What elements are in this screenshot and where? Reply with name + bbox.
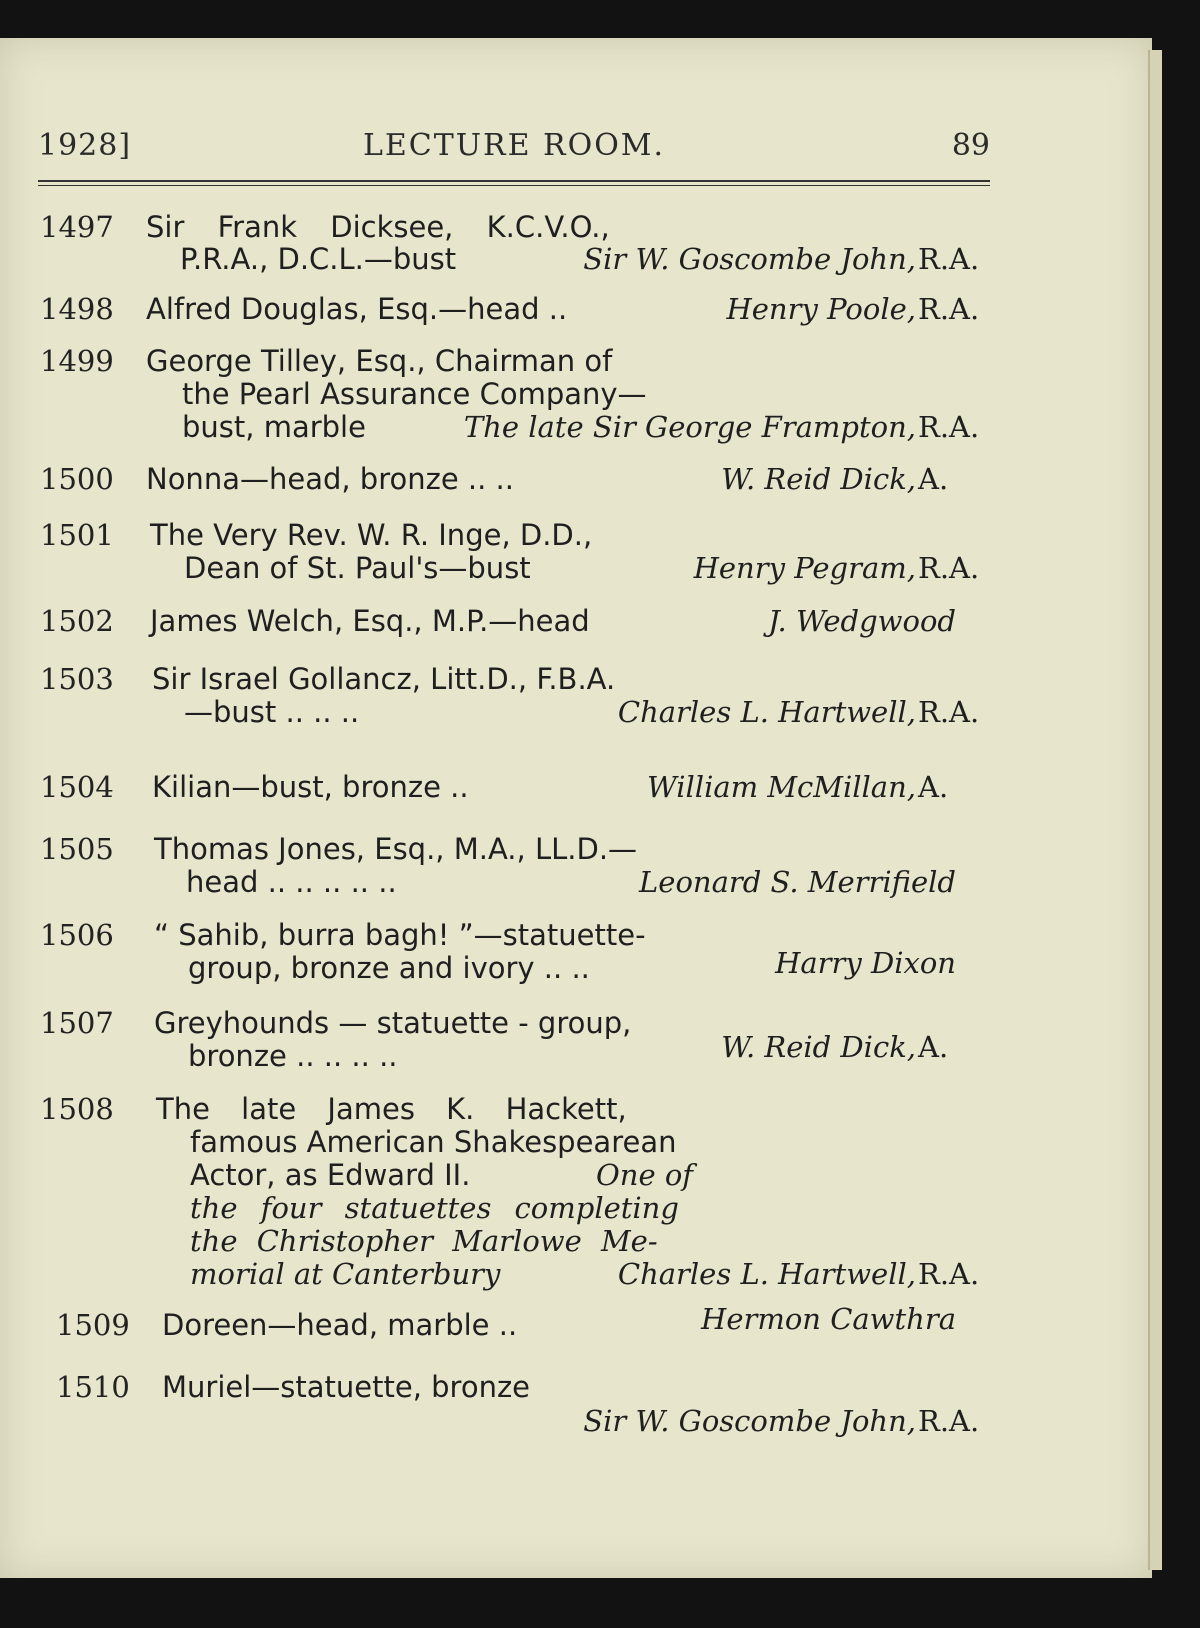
header-rule-thin: [38, 185, 990, 186]
running-header: [38, 128, 990, 172]
entry-title: Actor, as Edward II.: [190, 1158, 471, 1192]
entry-title: P.R.A., D.C.L.—bust: [180, 242, 457, 276]
entry-title: “ Sahib, burra bagh! ”—statuette-: [154, 918, 646, 952]
entry-title: The Very Rev. W. R. Inge, D.D.,: [150, 518, 593, 552]
artist-name: W. Reid Dick,: [721, 1030, 916, 1064]
page-number: 89: [951, 128, 990, 163]
entry-number: 1498: [40, 292, 114, 326]
entry-title: Kilian—bust, bronze ..: [152, 770, 469, 804]
entry-title: Thomas Jones, Esq., M.A., LL.D.—: [154, 832, 638, 866]
entry-title: Dean of St. Paul's—bust: [184, 551, 531, 585]
entry-note: One of: [596, 1158, 694, 1192]
artist-suffix: R.A.: [918, 292, 980, 326]
entry-number: 1510: [56, 1370, 130, 1404]
artist-name: Hermon Cawthra: [701, 1302, 956, 1336]
artist-suffix: R.A.: [918, 410, 980, 444]
entry-number: 1502: [40, 604, 114, 638]
entry-title: bust, marble: [182, 410, 366, 444]
entry-title: the Pearl Assurance Company—: [182, 377, 647, 411]
artist-suffix: R.A.: [918, 695, 980, 729]
entry-title: Doreen—head, marble ..: [162, 1308, 518, 1342]
entry-note: morial at Canterbury: [190, 1257, 501, 1291]
entry-number: 1509: [56, 1308, 130, 1342]
artist-suffix: R.A.: [918, 551, 980, 585]
entry-title: group, bronze and ivory .. ..: [188, 951, 590, 985]
artist-suffix: A.: [918, 462, 949, 496]
artist-suffix: R.A.: [918, 1257, 980, 1291]
artist-name: Sir W. Goscombe John,: [583, 242, 916, 276]
page-edge: [1148, 50, 1162, 1570]
entry-title: Alfred Douglas, Esq.—head ..: [146, 292, 568, 326]
entry-title: James Welch, Esq., M.P.—head: [150, 604, 590, 638]
entry-number: 1507: [40, 1006, 114, 1040]
header-title: LECTURE ROOM.: [362, 128, 666, 163]
entry-note: the four statuettes completing: [190, 1191, 679, 1225]
entry-title: head .. .. .. .. ..: [186, 865, 397, 899]
artist-suffix: R.A.: [918, 242, 980, 276]
entry-number: 1505: [40, 832, 114, 866]
entry-number: 1504: [40, 770, 114, 804]
artist-name: Henry Poole,: [726, 292, 916, 326]
entry-number: 1500: [40, 462, 114, 496]
artist-name: W. Reid Dick,: [721, 462, 916, 496]
artist-suffix: A.: [918, 1030, 949, 1064]
entry-title: Muriel—statuette, bronze: [162, 1370, 531, 1404]
entry-number: 1508: [40, 1092, 114, 1126]
entry-title: Sir Frank Dicksee, K.C.V.O.,: [146, 210, 610, 244]
entry-number: 1497: [40, 210, 114, 244]
entry-title: Greyhounds — statuette - group,: [154, 1006, 632, 1040]
entry-number: 1506: [40, 918, 114, 952]
entry-title: bronze .. .. .. ..: [188, 1039, 398, 1073]
entry-note: the Christopher Marlowe Me-: [190, 1224, 658, 1258]
entry-title: George Tilley, Esq., Chairman of: [146, 344, 613, 378]
artist-suffix: A.: [918, 770, 949, 804]
entry-title: famous American Shakespearean: [190, 1125, 677, 1159]
entry-number: 1499: [40, 344, 114, 378]
artist-suffix: R.A.: [918, 1404, 980, 1438]
artist-name: Leonard S. Merrifield: [639, 865, 956, 899]
header-year: 1928]: [38, 128, 132, 163]
entry-number: 1501: [40, 518, 114, 552]
entry-title: Sir Israel Gollancz, Litt.D., F.B.A.: [152, 662, 616, 696]
artist-name: Charles L. Hartwell,: [617, 1257, 916, 1291]
artist-name: The late Sir George Frampton,: [463, 410, 916, 444]
artist-name: Sir W. Goscombe John,: [583, 1404, 916, 1438]
entry-title: —bust .. .. ..: [184, 695, 360, 729]
entry-title: Nonna—head, bronze .. ..: [146, 462, 514, 496]
artist-name: Henry Pegram,: [693, 551, 916, 585]
entry-number: 1503: [40, 662, 114, 696]
artist-name: Harry Dixon: [775, 946, 956, 980]
artist-name: Charles L. Hartwell,: [617, 695, 916, 729]
artist-name: J. Wedgwood: [768, 604, 956, 638]
entry-title: The late James K. Hackett,: [156, 1092, 627, 1126]
header-rule: [38, 180, 990, 182]
artist-name: William McMillan,: [646, 770, 916, 804]
